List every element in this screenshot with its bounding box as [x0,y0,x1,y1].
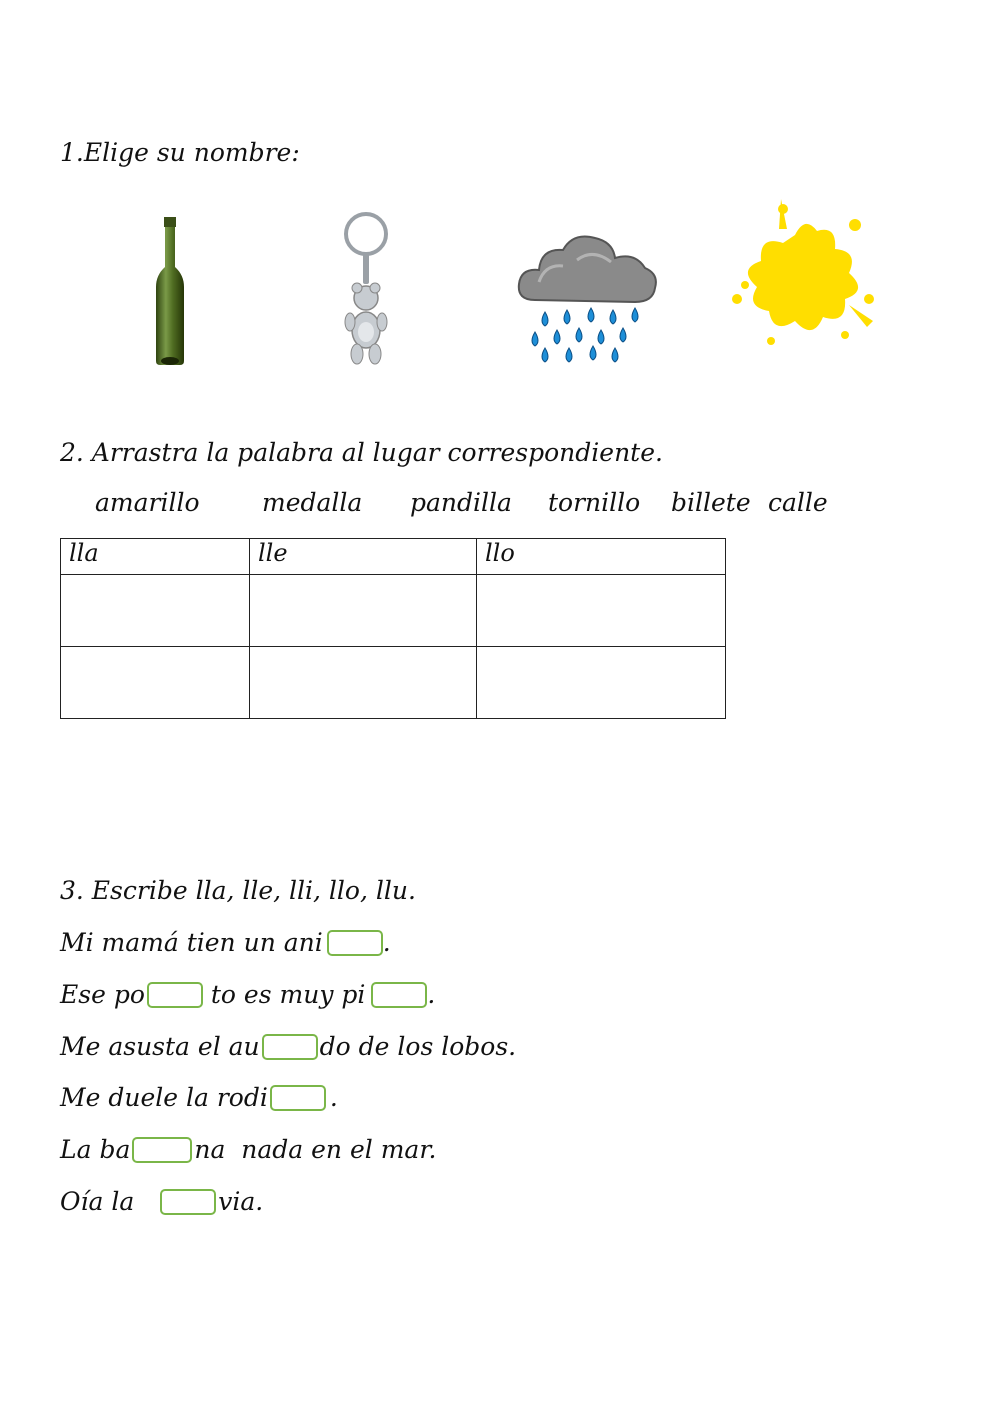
fill-blank-input[interactable] [270,1085,326,1111]
sentence-3 [60,1032,516,1061]
sentence-6 [60,1187,263,1216]
fill-blank-input[interactable] [371,982,427,1008]
draggable-word-tornillo[interactable]: tornillo [548,488,641,517]
sentence-text: Oía la [60,1187,143,1216]
fill-blank-input[interactable] [262,1034,318,1060]
fill-blank-input[interactable] [160,1189,216,1215]
sentence-text: Me duele la rodi [60,1083,268,1112]
column-header-lle: lle [250,539,477,575]
section-2-heading: 2. Arrastra la palabra al lugar correspondiente. [60,438,663,467]
sentence-text: to es muy pi [210,980,366,1009]
draggable-word-billete[interactable]: billete [671,488,751,517]
sentence-text: Ese po [60,980,145,1009]
bottle-icon[interactable] [150,215,190,367]
draggable-word-amarillo[interactable]: amarillo [95,488,200,517]
sentence-text: La ba [60,1135,131,1164]
sentence-4 [60,1083,338,1112]
sentence-text: . [329,1083,338,1112]
rain-cloud-icon[interactable] [515,230,660,370]
sentence-2 [60,980,435,1009]
keychain-icon[interactable] [336,210,396,370]
sorting-table [60,538,726,719]
drop-cell-lla-2[interactable] [61,647,250,719]
sentence-text: do de los lobos. [319,1032,517,1061]
sentence-text: . [427,980,436,1009]
sentence-1 [60,928,391,957]
column-header-lla: lla [61,539,250,575]
drop-cell-lla-1[interactable] [61,575,250,647]
sentence-5 [60,1135,436,1164]
section-1-heading: 1.Elige su nombre: [60,138,300,167]
fill-blank-input[interactable] [132,1137,192,1163]
sentence-text: Mi mamá tien un ani [60,928,323,957]
draggable-word-medalla[interactable]: medalla [262,488,363,517]
section-3-heading: 3. Escribe lla, lle, lli, llo, llu. [60,876,416,905]
yellow-splash-icon[interactable] [725,195,885,355]
drop-cell-llo-1[interactable] [477,575,726,647]
sentence-text: via. [218,1187,264,1216]
sentence-text: na nada en el mar. [194,1135,437,1164]
sentence-text: Me asusta el au [60,1032,260,1061]
draggable-word-calle[interactable]: calle [768,488,828,517]
draggable-word-pandilla[interactable]: pandilla [410,488,512,517]
column-header-llo: llo [477,539,726,575]
drop-cell-lle-2[interactable] [250,647,477,719]
fill-blank-input[interactable] [327,930,383,956]
sentence-text: . [382,928,391,957]
drop-cell-lle-1[interactable] [250,575,477,647]
fill-blank-input[interactable] [147,982,203,1008]
drop-cell-llo-2[interactable] [477,647,726,719]
